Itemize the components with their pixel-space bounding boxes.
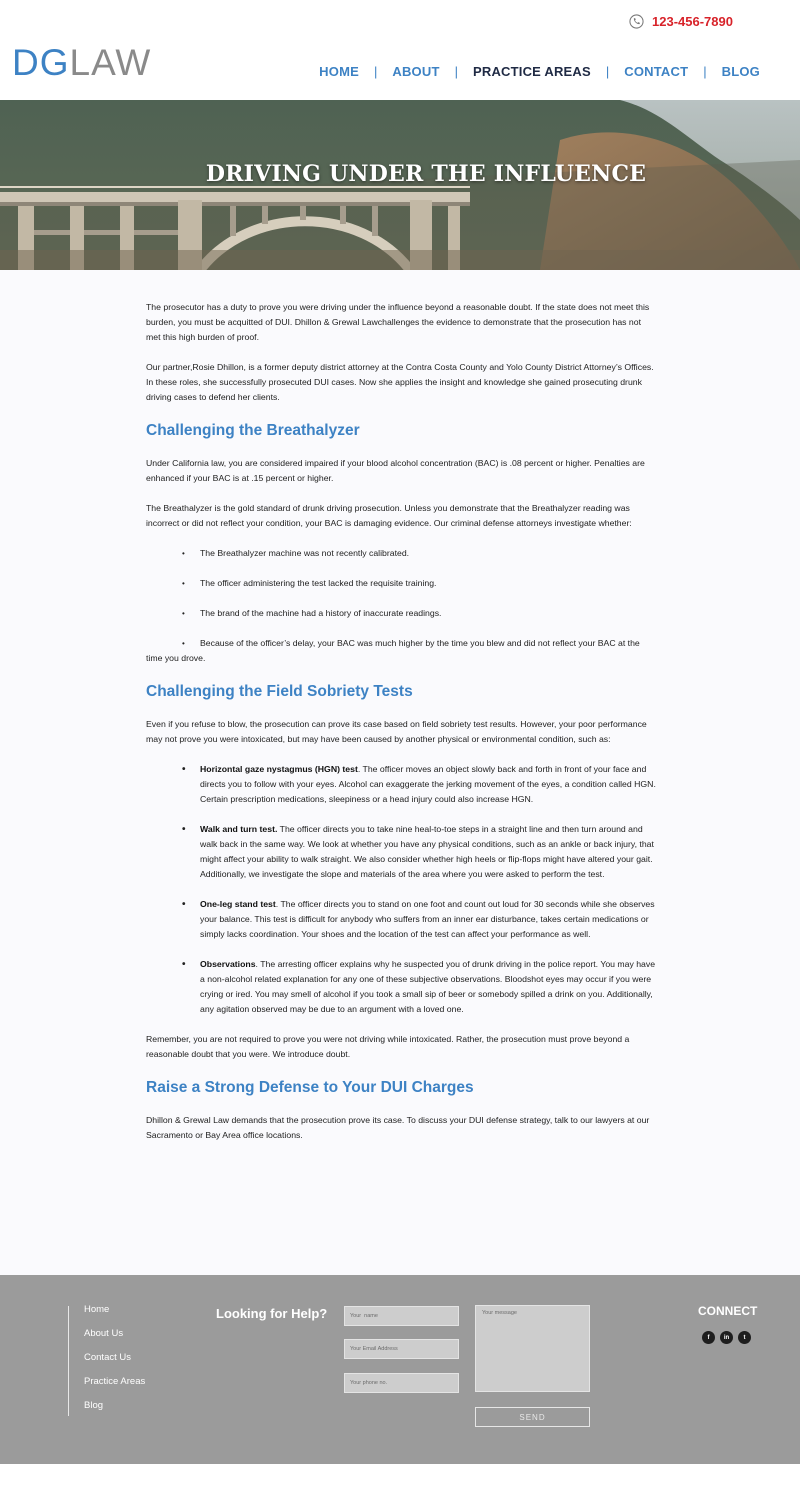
logo-dg: DG (12, 42, 70, 83)
phone-number[interactable]: 123-456-7890 (652, 14, 733, 29)
name-input[interactable] (344, 1306, 459, 1326)
phone-input[interactable] (344, 1373, 459, 1393)
page-title: DRIVING UNDER THE INFLUENCE (205, 161, 647, 187)
nav-contact[interactable]: CONTACT (624, 64, 689, 79)
twitter-icon[interactable]: t (738, 1331, 751, 1344)
nav-separator: | (373, 64, 378, 79)
list-item-text: The officer directs you to take nine heal-to-toe steps in a straight line and then turn around and walk back in the same way. We look at whether you have any physical conditions, such as an ankle or back injury, that might affect your ability to walk straight. We also consider whether high heels or flip-flops might have altered your gait. Additionally, we investigate the slope and materials of the area where you were asked to perform the test. (200, 824, 654, 879)
nav-blog[interactable]: BLOG (721, 64, 760, 79)
list-item: • The brand of the machine had a history of inaccurate readings. (146, 606, 656, 621)
social-links (702, 1331, 751, 1344)
list-item-text: . The officer moves an object slowly back and forth in front of your face and directs you to follow with your eyes. Alcohol can exaggerate the jerking movement of the eyes, a condition called HGN. Certain prescription medications, sleepiness or a head injury could also increase HGN. (200, 764, 656, 804)
phone-contact[interactable] (629, 14, 733, 29)
list-item-title: Horizontal gaze nystagmus (HGN) test (200, 764, 358, 774)
defense-paragraph: Dhillon & Grewal Law demands that the prosecution prove its case. To discuss your DUI defense strategy, talk to our lawyers at our Sacramento or Bay Area office locations. (146, 1115, 650, 1140)
facebook-icon[interactable]: f (702, 1331, 715, 1344)
send-button[interactable]: SEND (475, 1407, 590, 1427)
footer-link-contact[interactable]: Contact Us (84, 1352, 131, 1363)
nav-home[interactable]: HOME (319, 64, 359, 79)
hero-banner (0, 100, 800, 270)
main-content (146, 300, 656, 1158)
list-item: • The Breathalyzer machine was not recently calibrated. (146, 546, 656, 561)
main-nav (319, 64, 760, 79)
heading-breathalyzer: Challenging the Breathalyzer (146, 422, 360, 439)
footer-link-about[interactable]: About Us (84, 1328, 124, 1339)
intro-paragraph-1: The prosecutor has a duty to prove you were driving under the influence beyond a reasonable doubt. If the state does not meet this burden, you must be acquitted of DUI. Dhillon & Grewal Lawchallenges the evidence to demonstrate that the prosecution has not met this high burden of proof. (146, 302, 650, 342)
list-item-text: . The arresting officer explains why he suspected you of drunk driving in the police report. You may have a non-alcohol related explanation for any one of these subjective observations. Bloodshot eyes may occur if you were crying or ired. You may smell of alcohol if you took a small sip of beer or somebody spilled a drink on you. Additionally, any agitation observed may be due to an argument with a loved one. (200, 959, 656, 1014)
breathalyzer-paragraph-1: Under California law, you are considered impaired if your blood alcohol concentration (BAC) is .08 percent or higher. Penalties are enhanced if your BAC is at .15 percent or higher. (146, 458, 645, 483)
footer-links (84, 1304, 145, 1424)
email-input[interactable] (344, 1339, 459, 1359)
field-sobriety-paragraph-2: Remember, you are not required to prove you were not driving while intoxicated. Rather, the prosecution must prove beyond a reasonable doubt that you were. We introduce doubt. (146, 1034, 630, 1059)
logo-law: LAW (69, 42, 152, 83)
nav-separator: | (454, 64, 458, 79)
connect-title: CONNECT (698, 1304, 758, 1318)
list-item (146, 822, 656, 882)
footer-link-blog[interactable]: Blog (84, 1400, 104, 1411)
heading-field-sobriety: Challenging the Field Sobriety Tests (146, 683, 413, 700)
list-item: • The officer administering the test lacked the requisite training. (146, 576, 656, 591)
linkedin-icon[interactable]: in (720, 1331, 733, 1344)
heading-defense: Raise a Strong Defense to Your DUI Charges (146, 1079, 474, 1096)
list-item (146, 762, 656, 807)
list-item-title: Observations (200, 959, 256, 969)
footer-link-practice-areas[interactable]: Practice Areas (84, 1376, 146, 1387)
list-item: • Because of the officer’s delay, your BAC was much higher by the time you blew and did not reflect your BAC at the time you drove. (146, 636, 656, 666)
site-header (0, 0, 800, 100)
footer-divider (68, 1306, 69, 1416)
site-footer (0, 1275, 800, 1464)
site-logo[interactable] (12, 44, 151, 82)
help-title: Looking for Help? (216, 1306, 328, 1321)
intro-paragraph-2: Our partner,Rosie Dhillon, is a former deputy district attorney at the Contra Costa County and Yolo County District Attorney’s Offices. In these roles, she successfully prosecuted DUI cases. Now she applies the insight and knowledge she gained prosecuting drunk driving cases to defend her clients. (146, 362, 654, 402)
list-item-text: . The officer directs you to stand on one foot and count out loud for 30 seconds while she observes your balance. This test is difficult for anybody who suffers from an inner ear disturbance, takes certain medications or simply lacks coordination. Your shoes and the location of the test can affect your performance as well. (200, 899, 655, 939)
message-input[interactable] (475, 1305, 590, 1392)
nav-separator: | (605, 64, 610, 79)
breathalyzer-paragraph-2: The Breathalyzer is the gold standard of drunk driving prosecution. Unless you demonstrate that the Breathalyzer reading was incorrect or did not reflect your condition, your BAC is damaging evidence. Our criminal defense attorneys investigate whether: (146, 503, 632, 528)
phone-icon (629, 14, 644, 29)
nav-about[interactable]: ABOUT (392, 64, 440, 79)
nav-separator: | (703, 64, 707, 79)
list-item (146, 957, 656, 1017)
breathalyzer-list (146, 546, 656, 666)
nav-practice-areas[interactable]: PRACTICE AREAS (472, 64, 591, 79)
field-sobriety-list (146, 762, 656, 1017)
list-item-title: One-leg stand test (200, 899, 276, 909)
field-sobriety-paragraph-1: Even if you refuse to blow, the prosecution can prove its case based on field sobriety test results. However, your poor performance may not prove you were intoxicated, but may have been caused by another physical or environmental condition, such as: (146, 719, 647, 744)
list-item-title: Walk and turn test. (200, 824, 278, 834)
list-item (146, 897, 656, 942)
footer-link-home[interactable]: Home (84, 1304, 110, 1315)
